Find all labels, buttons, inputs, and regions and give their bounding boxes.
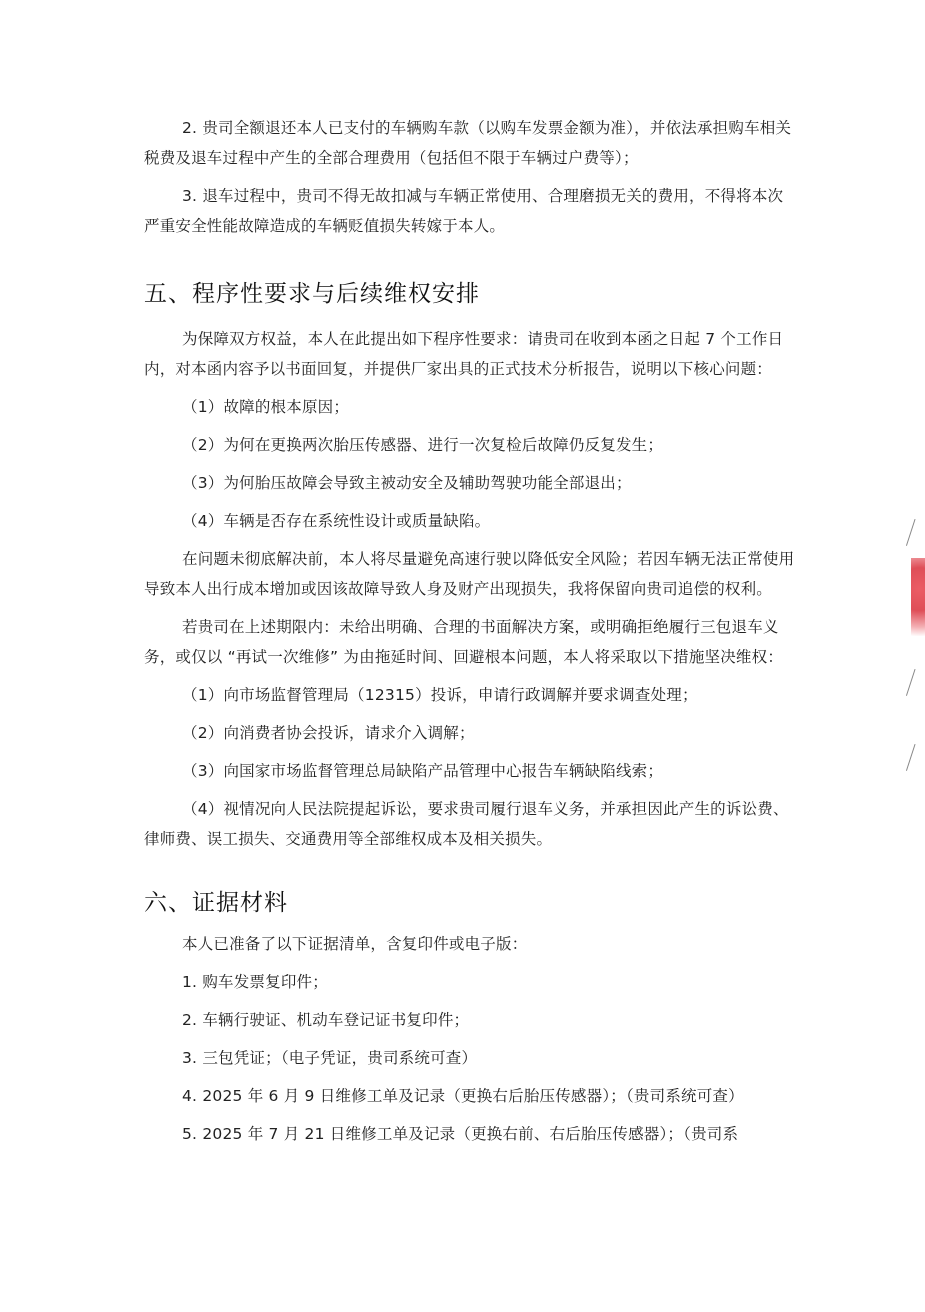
red-seal-icon	[911, 558, 925, 636]
paragraph-measures: 若贵司在上述期限内：未给出明确、合理的书面解决方案，或明确拒绝履行三包退车义务，或仅以 “再试一次维修” 为由拖延时间、回避根本问题，本人将采取以下措施坚决维权：	[144, 618, 784, 666]
measure-item: （4）视情况向人民法院提起诉讼，要求贵司履行退车义务，并承担因此产生的诉讼费、律师费、误工损失、交通费用等全部维权成本及相关损失。	[144, 800, 789, 848]
section-heading-6: 六、证据材料	[144, 890, 288, 916]
measure-item: （1）向市场监督管理局（12315）投诉，申请行政调解并要求调查处理；	[182, 686, 698, 704]
paragraph-risk: 在问题未彻底解决前，本人将尽量避免高速行驶以降低安全风险；若因车辆无法正常使用导致本人出行成本增加或因该故障导致人身及财产出现损失，我将保留向贵司追偿的权利。	[144, 550, 795, 598]
evidence-item: 5. 2025 年 7 月 21 日维修工单及记录（更换右前、右后胎压传感器）；（贵司系	[182, 1125, 739, 1143]
question-item: （2）为何在更换两次胎压传感器、进行一次复检后故障仍反复发生；	[182, 436, 664, 454]
measure-item: （3）向国家市场监督管理总局缺陷产品管理中心报告车辆缺陷线索；	[182, 762, 664, 780]
question-item: （1）故障的根本原因；	[182, 398, 350, 416]
document-body	[144, 113, 796, 1149]
section6-intro: 本人已准备了以下证据清单，含复印件或电子版：	[182, 935, 528, 953]
evidence-item: 4. 2025 年 6 月 9 日维修工单及记录（更换右后胎压传感器）；（贵司系统可查）	[182, 1087, 744, 1105]
seal-stamp-fragment	[903, 520, 925, 780]
section-heading-5: 五、程序性要求与后续维权安排	[144, 281, 480, 307]
evidence-item: 2. 车辆行驶证、机动车登记证书复印件；	[182, 1011, 470, 1029]
seal-mark-icon	[906, 519, 925, 549]
evidence-item: 1. 购车发票复印件；	[182, 973, 328, 991]
seal-mark-icon	[906, 744, 925, 774]
evidence-item: 3. 三包凭证；（电子凭证，贵司系统可查）	[182, 1049, 478, 1067]
seal-mark-icon	[906, 669, 925, 699]
question-item: （3）为何胎压故障会导致主被动安全及辅助驾驶功能全部退出；	[182, 474, 632, 492]
paragraph-refund: 2. 贵司全额退还本人已支付的车辆购车款（以购车发票金额为准），并依法承担购车相关税费及退车过程中产生的全部合理费用（包括但不限于车辆过户费等）；	[144, 119, 792, 167]
measure-item: （2）向消费者协会投诉，请求介入调解；	[182, 724, 475, 742]
question-item: （4）车辆是否存在系统性设计或质量缺陷。	[182, 512, 491, 530]
section5-intro: 为保障双方权益，本人在此提出如下程序性要求：请贵司在收到本函之日起 7 个工作日内，对本函内容予以书面回复，并提供厂家出具的正式技术分析报告，说明以下核心问题：	[144, 330, 784, 378]
paragraph-no-deduction: 3. 退车过程中，贵司不得无故扣减与车辆正常使用、合理磨损无关的费用，不得将本次严重安全性能故障造成的车辆贬值损失转嫁于本人。	[144, 187, 784, 235]
